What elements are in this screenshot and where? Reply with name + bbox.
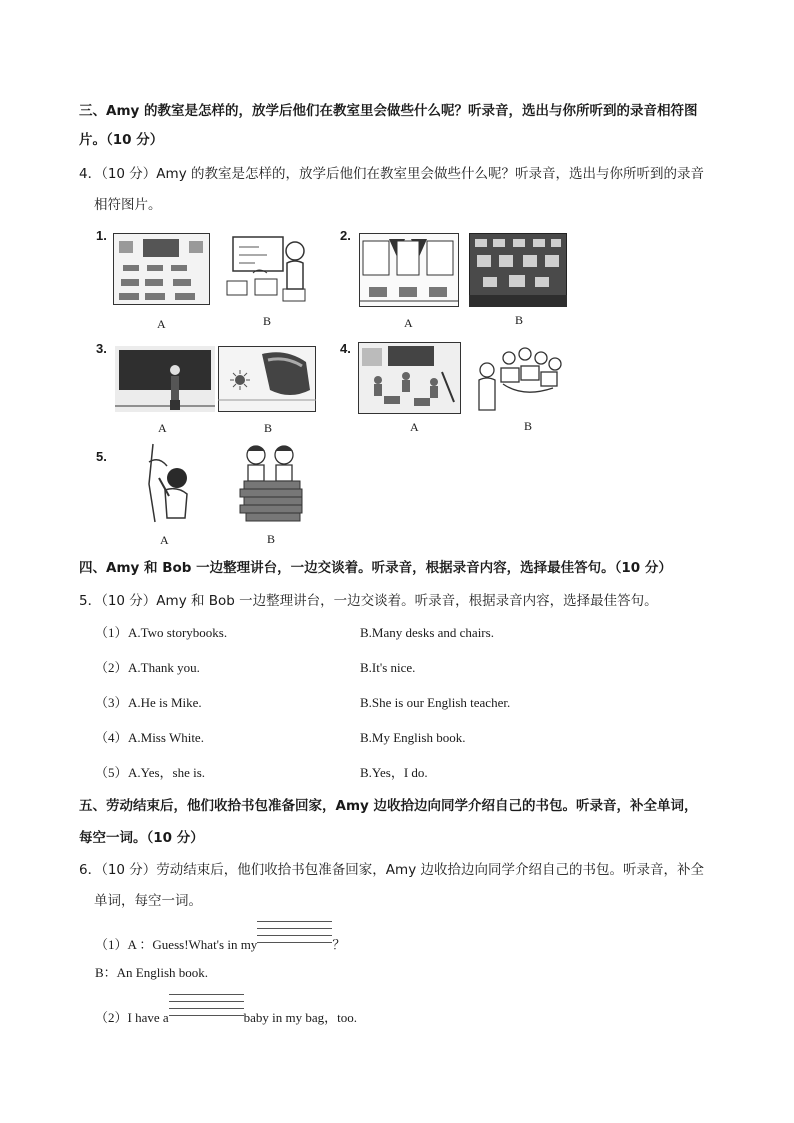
- teacher-blackboard-picture[interactable]: [115, 346, 215, 412]
- children-cleaning-classroom-picture[interactable]: [358, 342, 461, 414]
- q6-item1-prefix: （1）A ：Guess!What's in my: [95, 937, 258, 952]
- q4-stem-line1: 4．（10 分）Amy 的教室是怎样的，放学后他们在教室里会做些什么呢？听录音，选出与你所听到的录音: [79, 166, 704, 182]
- teacher-board-picture[interactable]: [223, 233, 315, 305]
- option-a-label: A: [404, 316, 413, 330]
- classroom-wall-pictures-picture[interactable]: [469, 233, 567, 307]
- q5-item-number: （2）: [95, 660, 128, 675]
- q5-option-a[interactable]: A.Two storybooks.: [128, 625, 228, 640]
- option-a-label: A: [158, 421, 167, 435]
- q5-option-b[interactable]: B.She is our English teacher.: [360, 695, 511, 710]
- answer-blank-1[interactable]: [257, 937, 332, 955]
- children-with-books-picture[interactable]: [236, 441, 308, 523]
- q5-option-a[interactable]: A.Yes，she is.: [128, 765, 206, 780]
- q5-option-b[interactable]: B.Many desks and chairs.: [360, 625, 494, 640]
- q5-option-a[interactable]: A.Thank you.: [128, 660, 200, 675]
- section4-heading: 四、Amy 和 Bob 一边整理讲台，一边交谈着。听录音，根据录音内容，选择最佳答句。（10 分）: [79, 560, 672, 576]
- q5-option-b[interactable]: B.My English book.: [360, 730, 466, 745]
- option-b-label: B: [263, 314, 272, 328]
- option-b-label: B: [264, 421, 273, 435]
- q5-stem: 5．（10 分）Amy 和 Bob 一边整理讲台，一边交谈着。听录音，根据录音内容，选择最佳答句。: [79, 593, 658, 609]
- q5-option-a[interactable]: A.Miss White.: [128, 730, 204, 745]
- classroom-rows-picture[interactable]: [113, 233, 210, 305]
- q5-item-number: （4）: [95, 730, 128, 745]
- picture-group-number: 2.: [340, 228, 351, 243]
- q6-item2-prefix: （2）I have a: [95, 1010, 169, 1025]
- q6-item2-suffix: baby in my bag，too.: [243, 1010, 358, 1025]
- q5-item-number: （3）: [95, 695, 128, 710]
- q5-item-number: （1）: [95, 625, 128, 640]
- picture-group-number: 3.: [96, 341, 107, 356]
- q4-stem-line2: 相符图片。: [94, 197, 162, 213]
- section3-heading-line1: 三、Amy 的教室是怎样的，放学后他们在教室里会做些什么呢？听录音，选出与你所听到的录音相符图: [79, 103, 698, 119]
- q5-option-b[interactable]: B.It's nice.: [360, 660, 416, 675]
- answer-blank-2[interactable]: [169, 1010, 244, 1028]
- q6-item1-answer: B：An English book.: [95, 965, 209, 980]
- q6-stem-line1: 6．（10 分）劳动结束后，他们收拾书包准备回家，Amy 边收拾边向同学介绍自己的书包。听录音，补全: [79, 862, 704, 878]
- q6-item2: [95, 1008, 357, 1028]
- option-b-label: B: [515, 313, 524, 327]
- option-b-label: B: [267, 532, 276, 546]
- option-a-label: A: [157, 317, 166, 331]
- children-reading-picture[interactable]: [473, 344, 565, 414]
- classroom-windows-picture[interactable]: [359, 233, 459, 307]
- q5-option-b[interactable]: B.Yes，I do.: [360, 765, 428, 780]
- picture-group-number: 4.: [340, 341, 351, 356]
- section3-heading-line2: 片。（10 分）: [79, 132, 164, 148]
- q5-item-number: （5）: [95, 765, 128, 780]
- section5-heading-line2: 每空一词。（10 分）: [79, 830, 204, 846]
- q6-item1: [95, 935, 345, 955]
- section5-heading-line1: 五、劳动结束后，他们收拾书包准备回家，Amy 边收拾边向同学介绍自己的书包。听录音，补全单词，: [79, 798, 698, 814]
- option-a-label: A: [410, 420, 419, 434]
- q6-item1-suffix: ？: [332, 937, 346, 952]
- option-a-label: A: [160, 533, 169, 547]
- child-at-window-picture[interactable]: [135, 442, 193, 524]
- picture-group-number: 1.: [96, 228, 107, 243]
- picture-group-number: 5.: [96, 449, 107, 464]
- q5-option-a[interactable]: A.He is Mike.: [128, 695, 202, 710]
- hand-cleaning-picture[interactable]: [218, 346, 316, 412]
- option-b-label: B: [524, 419, 533, 433]
- q6-stem-line2: 单词，每空一词。: [94, 893, 202, 909]
